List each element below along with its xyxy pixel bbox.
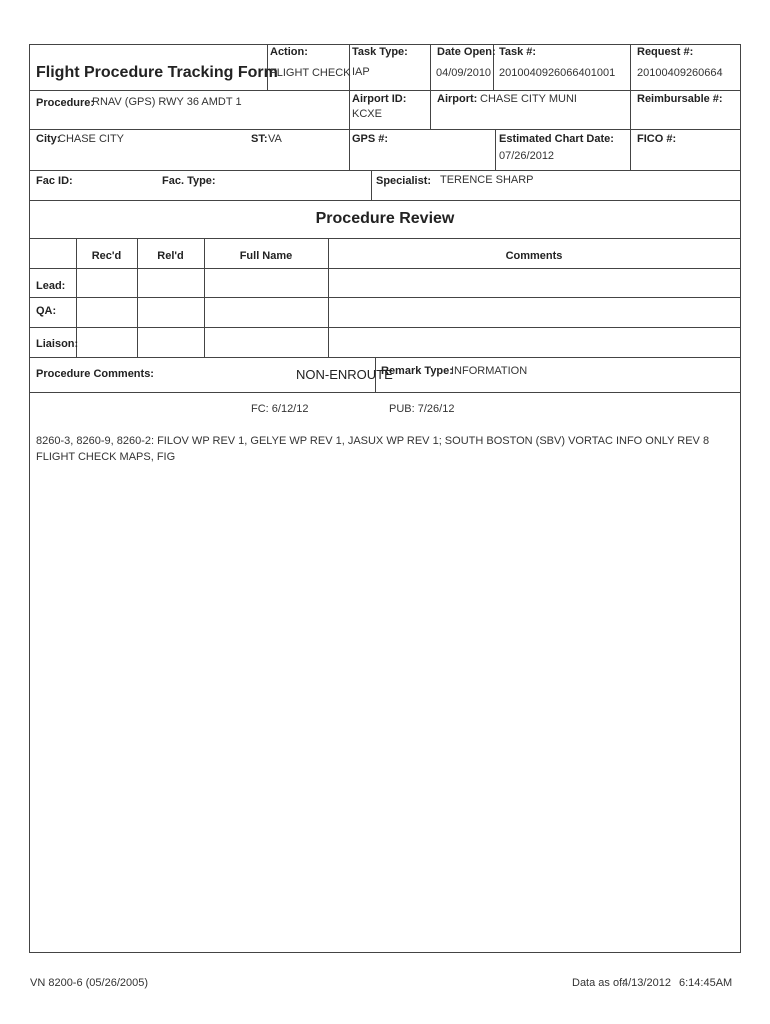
pub-date: PUB: 7/26/12 xyxy=(389,403,455,415)
city-value: CHASE CITY xyxy=(58,133,125,145)
reimbursable-label: Reimbursable #: xyxy=(637,93,723,105)
task-type-value: IAP xyxy=(352,66,370,78)
action-value: FLIGHT CHECK xyxy=(270,67,351,79)
row-label-qa: QA: xyxy=(36,305,57,317)
remark-type-label: Remark Type: xyxy=(381,365,453,377)
form-number: VN 8200-6 (05/26/2005) xyxy=(30,977,149,989)
data-as-of-date: 4/13/2012 xyxy=(622,977,671,989)
enroute-status: NON-ENROUTE xyxy=(296,367,393,382)
state-label: ST: xyxy=(251,133,268,145)
gps-number-label: GPS #: xyxy=(352,133,389,145)
state-value: VA xyxy=(268,133,282,145)
airport-id-value: KCXE xyxy=(352,108,382,120)
action-label: Action: xyxy=(270,46,308,58)
procedure-value: RNAV (GPS) RWY 36 AMDT 1 xyxy=(92,96,242,108)
data-as-of-label: Data as of: xyxy=(572,977,626,989)
procedure-label: Procedure: xyxy=(36,97,95,109)
estimated-chart-date-value: 07/26/2012 xyxy=(499,150,555,162)
comment-line-2: FLIGHT CHECK MAPS, FIG xyxy=(36,451,176,463)
column-header-comments: Comments xyxy=(505,250,563,262)
task-number-label: Task #: xyxy=(499,46,537,58)
date-open-value: 04/09/2010 xyxy=(436,67,492,79)
row-label-liaison: Liaison: xyxy=(36,338,79,350)
city-label: City: xyxy=(36,133,61,145)
request-number-value: 20100409260664 xyxy=(637,67,723,79)
fac-type-label: Fac. Type: xyxy=(162,175,216,187)
date-open-label: Date Open: xyxy=(437,46,496,58)
fico-number-label: FICO #: xyxy=(637,133,677,145)
procedure-comments-label: Procedure Comments: xyxy=(36,368,154,380)
estimated-chart-date-label: Estimated Chart Date: xyxy=(499,133,614,145)
column-header-full-name: Full Name xyxy=(239,250,293,262)
request-number-label: Request #: xyxy=(637,46,694,58)
row-label-lead: Lead: xyxy=(36,280,66,292)
remark-type-value: INFORMATION xyxy=(451,365,528,377)
airport-value: CHASE CITY MUNI xyxy=(480,93,577,105)
data-as-of-time: 6:14:45AM xyxy=(679,977,733,989)
airport-label: Airport: xyxy=(437,93,478,105)
form-title: Flight Procedure Tracking Form xyxy=(36,64,278,81)
procedure-review-title: Procedure Review xyxy=(315,210,455,227)
column-header-recd: Rec'd xyxy=(91,250,122,262)
specialist-value: TERENCE SHARP xyxy=(440,174,534,186)
comment-line-1: 8260-3, 8260-9, 8260-2: FILOV WP REV 1, GELYE WP REV 1, JASUX WP REV 1; SOUTH BOSTON (SBV) VORTAC INFO ONLY REV 8 xyxy=(36,435,710,447)
task-type-label: Task Type: xyxy=(352,46,408,58)
airport-id-label: Airport ID: xyxy=(352,93,407,105)
task-number-value: 2010040926066401001 xyxy=(499,67,616,79)
fac-id-label: Fac ID: xyxy=(36,175,73,187)
fc-date: FC: 6/12/12 xyxy=(251,403,309,415)
column-header-reld: Rel'd xyxy=(157,250,184,262)
specialist-label: Specialist: xyxy=(376,175,432,187)
